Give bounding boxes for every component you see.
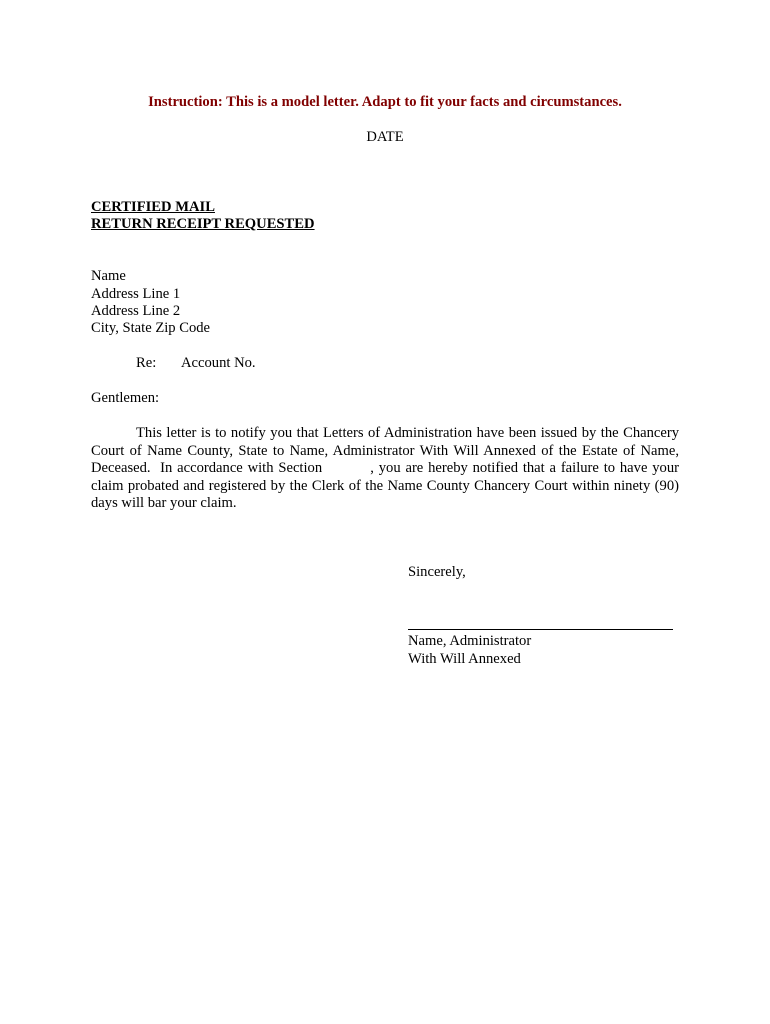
- body-line-1: This letter is to notify you that Letters of Administration have been issued by the Chancery: [136, 425, 679, 441]
- recipient-city-state-zip: City, State Zip Code: [91, 320, 211, 336]
- salutation: Gentlemen:: [91, 390, 160, 406]
- body-line-4: claim probated and registered by the Clerk of the Name County Chancery Court within ninety (90): [91, 477, 679, 494]
- signature-line: [408, 629, 673, 630]
- instruction-note: Instruction: This is a model letter. Adapt to fit your facts and circumstances.: [148, 94, 622, 110]
- certified-mail-heading: CERTIFIED MAIL: [91, 199, 215, 215]
- re-account-number: Account No.: [181, 355, 256, 371]
- signer-title: With Will Annexed: [408, 651, 521, 667]
- letter-date: DATE: [366, 129, 404, 145]
- recipient-name: Name: [91, 268, 126, 284]
- letter-body: [91, 425, 679, 513]
- signer-name-title: Name, Administrator: [408, 633, 532, 649]
- recipient-address-line-1: Address Line 1: [91, 286, 181, 302]
- body-line-3: Deceased. In accordance with Section , you are hereby notified that a failure to have your: [91, 460, 679, 476]
- closing: Sincerely,: [408, 564, 466, 580]
- body-line-2: Court of Name County, State to Name, Administrator With Will Annexed of the Estate of Name,: [91, 442, 679, 459]
- re-label: Re:: [136, 355, 157, 371]
- body-line-5: days will bar your claim.: [91, 495, 237, 511]
- return-receipt-heading: RETURN RECEIPT REQUESTED: [91, 216, 315, 232]
- recipient-address-line-2: Address Line 2: [91, 303, 181, 319]
